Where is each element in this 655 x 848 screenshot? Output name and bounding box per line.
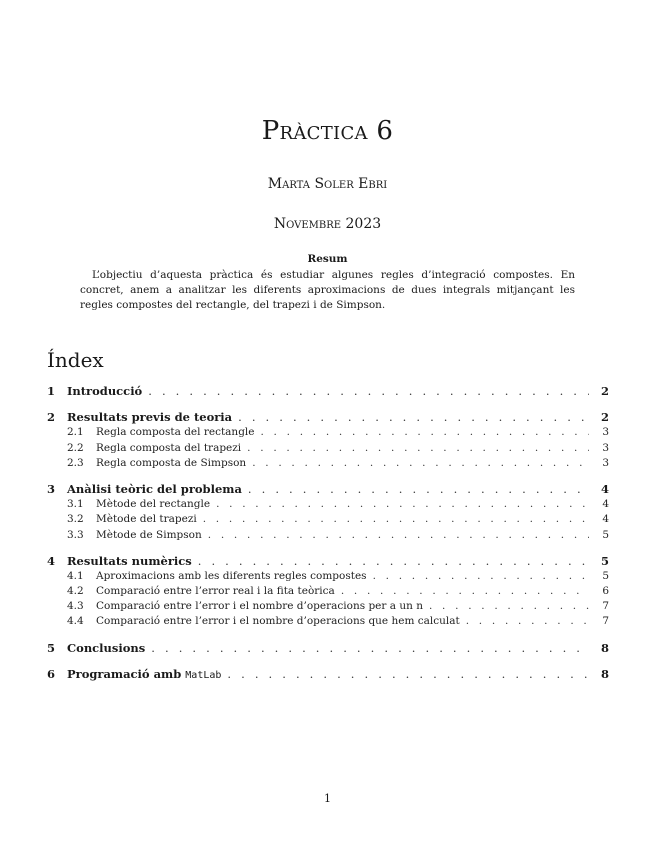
toc-page-number: 4 xyxy=(602,498,609,511)
toc-leader-dots xyxy=(227,667,589,682)
toc-leader-dots xyxy=(429,599,589,614)
toc-subsection-title: Comparació entre l’error i el nombre d’operacions per a un n xyxy=(96,600,423,613)
toc-section-number: 1 xyxy=(47,384,56,398)
toc-subsection-number: 3.3 xyxy=(67,528,84,541)
toc-section-title: Anàlisi teòric del problema xyxy=(67,481,242,496)
toc-section-number: 6 xyxy=(47,666,56,681)
toc-page-number: 7 xyxy=(602,600,609,613)
toc-entry-subsection[interactable] xyxy=(47,456,609,471)
toc-leader-dots xyxy=(216,497,589,512)
toc-subsection-number: 2.3 xyxy=(67,456,84,469)
toc-section xyxy=(47,410,609,471)
toc-entry-subsection[interactable] xyxy=(47,584,609,599)
toc-entry-section[interactable] xyxy=(47,482,609,497)
toc-subsection-title: Regla composta del rectangle xyxy=(96,426,255,439)
toc-subsection-number: 4.2 xyxy=(67,585,84,598)
toc-section xyxy=(47,667,609,682)
toc-section-number: 5 xyxy=(47,640,56,655)
toc-entry-subsection[interactable] xyxy=(47,497,609,512)
toc-page-number: 7 xyxy=(602,615,609,628)
toc-subsection-title: Regla composta de Simpson xyxy=(96,456,247,469)
toc-subsection-number: 4.3 xyxy=(67,600,84,613)
toc-subsection-number: 4.1 xyxy=(67,569,84,582)
toc-page-number: 5 xyxy=(602,528,609,541)
toc-leader-dots xyxy=(252,456,589,471)
toc-section xyxy=(47,482,609,543)
toc-entry-section[interactable] xyxy=(47,410,609,425)
page-number: 1 xyxy=(324,792,331,805)
toc-entry-subsection[interactable] xyxy=(47,528,609,543)
toc-page-number: 5 xyxy=(600,553,609,568)
document-date: Novembre 2023 xyxy=(273,216,382,232)
toc-section xyxy=(47,554,609,630)
toc-leader-dots xyxy=(208,528,589,543)
toc-page-number: 5 xyxy=(602,569,609,582)
toc-section-title-code: MatLab xyxy=(185,669,222,681)
document-author: Marta Soler Ebri xyxy=(267,176,388,192)
toc-page-number: 3 xyxy=(602,426,609,439)
table-of-contents xyxy=(47,384,609,693)
toc-entry-subsection[interactable] xyxy=(47,614,609,629)
toc-leader-dots xyxy=(238,410,589,425)
toc-section-title: Introducció xyxy=(67,384,143,398)
toc-section-number: 2 xyxy=(47,410,56,425)
toc-subsection-title: Comparació entre l’error real i la fita teòrica xyxy=(96,585,335,598)
index-heading: Índex xyxy=(47,348,104,372)
toc-leader-dots xyxy=(198,554,589,569)
toc-entry-section[interactable] xyxy=(47,554,609,569)
toc-entry-subsection[interactable] xyxy=(47,425,609,440)
toc-section-title: Resultats numèrics xyxy=(67,553,192,568)
toc-entry-subsection[interactable] xyxy=(47,512,609,527)
toc-subsection-title: Aproximacions amb les diferents regles compostes xyxy=(96,569,367,582)
abstract-heading: Resum xyxy=(307,253,348,265)
toc-section-title: Conclusions xyxy=(67,640,146,655)
toc-leader-dots xyxy=(248,482,589,497)
toc-entry-section[interactable] xyxy=(47,641,609,656)
toc-entry-subsection[interactable] xyxy=(47,441,609,456)
toc-entry-section[interactable] xyxy=(47,384,609,399)
toc-leader-dots xyxy=(466,614,589,629)
document-title: Pràctica 6 xyxy=(261,116,394,146)
toc-page-number: 4 xyxy=(602,513,609,526)
toc-subsection-title: Mètode del rectangle xyxy=(96,498,211,511)
toc-subsection-title: Comparació entre l’error i el nombre d’operacions que hem calculat xyxy=(96,615,460,628)
toc-subsection-number: 3.1 xyxy=(67,498,84,511)
toc-leader-dots xyxy=(247,441,589,456)
toc-entry-subsection[interactable] xyxy=(47,599,609,614)
toc-subsection-number: 3.2 xyxy=(67,513,84,526)
toc-subsection-number: 2.2 xyxy=(67,441,84,454)
toc-subsection-number: 4.4 xyxy=(67,615,84,628)
toc-subsection-title: Mètode de Simpson xyxy=(96,528,202,541)
toc-page-number: 4 xyxy=(600,481,609,496)
toc-subsection-number: 2.1 xyxy=(67,426,84,439)
toc-page-number: 8 xyxy=(600,640,609,655)
toc-entry-section[interactable] xyxy=(47,667,609,682)
toc-entry-subsection[interactable] xyxy=(47,569,609,584)
toc-page-number: 3 xyxy=(602,441,609,454)
abstract-body: L’objectiu d’aquesta pràctica és estudiar algunes regles d’integració compostes. En concret, anem a analitzar les diferents aproximacions de dues integrals mitjançant les regles compostes del rectangle, del trapezi i de Simpson. xyxy=(80,269,575,311)
toc-section-number: 4 xyxy=(47,553,56,568)
toc-leader-dots xyxy=(148,384,589,399)
toc-page-number: 8 xyxy=(600,666,609,681)
toc-page-number: 6 xyxy=(602,585,609,598)
toc-page-number: 3 xyxy=(602,456,609,469)
toc-leader-dots xyxy=(373,569,589,584)
toc-section xyxy=(47,384,609,399)
toc-leader-dots xyxy=(341,584,589,599)
toc-subsection-title: Mètode del trapezi xyxy=(96,513,197,526)
toc-subsection-title: Regla composta del trapezi xyxy=(96,441,242,454)
toc-leader-dots xyxy=(260,425,589,440)
abstract-text xyxy=(80,268,575,312)
toc-section xyxy=(47,641,609,656)
toc-page-number: 2 xyxy=(600,384,609,398)
toc-page-number: 2 xyxy=(600,410,609,425)
toc-section-title: Resultats previs de teoria xyxy=(67,410,233,425)
toc-leader-dots xyxy=(203,512,589,527)
toc-leader-dots xyxy=(151,641,589,656)
toc-section-title: Programació amb xyxy=(67,666,182,681)
toc-section-number: 3 xyxy=(47,481,56,496)
